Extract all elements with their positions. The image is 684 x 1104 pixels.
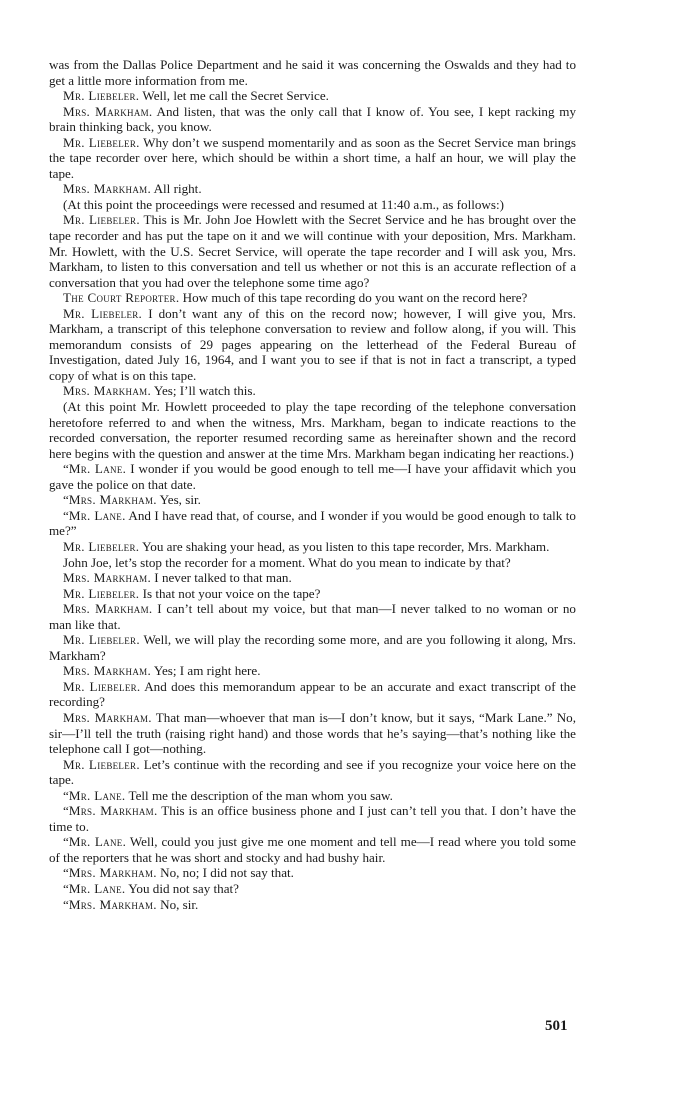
paragraph (49, 757, 576, 788)
open-quote: “ (63, 880, 69, 896)
paragraph-text: was from the Dallas Police Department and he said it was concerning the Oswalds and they had to get a little more information from me. (49, 57, 576, 88)
paragraph-text: Yes; I’ll watch this. (151, 383, 256, 399)
speaker-name: Mrs. Markham. (63, 601, 153, 617)
paragraph-text: Let’s continue with the recording and see if you recognize your voice here on the tape. (49, 756, 576, 788)
speaker-name: Mrs. Markham. (68, 492, 157, 508)
paragraph (49, 539, 576, 555)
speaker-name: Mrs. Markham. (63, 570, 152, 586)
speaker-name: Mr. Lane. (68, 880, 126, 896)
page-number: 501 (545, 1018, 568, 1034)
speaker-name: Mr. Liebeler. (63, 756, 140, 772)
paragraph-text: Tell me the description of the man whom you saw. (125, 787, 393, 803)
paragraph (49, 508, 576, 539)
paragraph (49, 88, 576, 104)
paragraph (49, 897, 576, 913)
paragraph-text: I can’t tell about my voice, but that man—I never talked to no woman or no man like that. (49, 601, 576, 632)
paragraph (49, 461, 576, 492)
paragraph-text: I don’t want any of this on the record now; however, I will give you, Mrs. Markham, a transcript of this telephone conversation to review and follow along, if you will. This memorandum consists of 29 pages appearing on the letterhead of the Federal Bureau of Investigation, dated July 16, 1964, and I want you to see if that is not in fact a transcript, a typed copy of what is on this tape. (49, 305, 576, 383)
speaker-name: Mr. Lane. (68, 834, 127, 850)
speaker-name: Mr. Lane. (68, 787, 126, 803)
speaker-name: Mr. Liebeler. (63, 88, 140, 104)
open-quote: “ (63, 865, 69, 881)
paragraph-text: Yes, sir. (156, 492, 201, 508)
paragraph (49, 803, 576, 834)
document-body (49, 57, 576, 912)
paragraph-text: (At this point Mr. Howlett proceeded to play the tape recording of the telephone conversation heretofore referred to and when the witness, Mrs. Markham, began to indicate reactions to the recorded conversation, the reporter resumed recording same as hereinafter shown and the record here begins with the question and answer at the time Mrs. Markham began indicating her reactions.) (49, 399, 576, 461)
paragraph-text: Why don’t we suspend momentarily and as soon as the Secret Service man brings the tape recorder over here, which should be within a short time, a half an hour, we will play the tape. (49, 134, 576, 181)
open-quote: “ (63, 507, 69, 523)
speaker-name: Mr. Lane. (68, 507, 126, 523)
speaker-name: Mrs. Markham. (68, 865, 157, 881)
paragraph-text: How much of this tape recording do you want on the record here? (179, 290, 528, 306)
paragraph (49, 788, 576, 804)
paragraph (49, 663, 576, 679)
paragraph (49, 383, 576, 399)
paragraph-text: Yes; I am right here. (151, 663, 261, 679)
paragraph-text: John Joe, let’s stop the recorder for a moment. What do you mean to indicate by that? (63, 554, 511, 570)
open-quote: “ (63, 492, 69, 508)
paragraph-text: And listen, that was the only call that I know of. You see, I kept racking my brain thinking back, you know. (49, 103, 576, 135)
paragraph (49, 399, 576, 461)
open-quote: “ (63, 834, 69, 850)
speaker-name: Mr. Liebeler. (63, 212, 140, 228)
paragraph (49, 181, 576, 197)
paragraph-text: Is that not your voice on the tape? (139, 585, 321, 601)
speaker-name: Mrs. Markham. (63, 663, 152, 679)
paragraph-text: I never talked to that man. (151, 570, 292, 586)
paragraph-text: I wonder if you would be good enough to tell me—I have your affidavit which you gave the police on that date. (49, 461, 576, 492)
paragraph-text: Well, we will play the recording some more, and are you following it along, Mrs. Markham? (49, 632, 576, 663)
paragraph-text: You did not say that? (125, 880, 239, 896)
speaker-name: Mrs. Markham. (63, 709, 152, 725)
paragraph-text: No, no; I did not say that. (156, 865, 294, 881)
speaker-name: Mr. Liebeler. (63, 632, 140, 648)
speaker-name: Mrs. Markham. (68, 896, 157, 912)
paragraph (49, 306, 576, 384)
speaker-name: The Court Reporter. (63, 290, 180, 306)
speaker-name: Mr. Liebeler. (63, 134, 140, 150)
paragraph-text: You are shaking your head, as you listen to this tape recorder, Mrs. Markham. (139, 538, 550, 554)
paragraph-text: This is Mr. John Joe Howlett with the Secret Service and he has brought over the tape recorder and has put the tape on it and we will continue with your deposition, Mrs. Markham. Mr. Howlett, with the U.S. Secret Service, will operate the tape recorder and I will ask you, Mrs. Markham, to listen to this conversation and tell us whether or not this is an accurate reflection of a conversation that you had over the telephone some time ago? (49, 212, 576, 290)
paragraph (49, 492, 576, 508)
speaker-name: Mrs. Markham. (63, 181, 152, 197)
open-quote: “ (63, 787, 69, 803)
paragraph-text: Well, let me call the Secret Service. (139, 88, 329, 104)
paragraph (49, 586, 576, 602)
paragraph (49, 57, 576, 88)
speaker-name: Mr. Liebeler. (63, 678, 141, 694)
paragraph-text: That man—whoever that man is—I don’t know, but it says, “Mark Lane.” No, sir—I’ll tell the truth (raising right hand) and those words that he’s saying—that’s nothing like the telephone call I got—nothing. (49, 709, 576, 757)
paragraph-text: (At this point the proceedings were recessed and resumed at 11:40 a.m., as follows:) (63, 196, 504, 212)
paragraph-text: And I have read that, of course, and I wonder if you would be good enough to talk to me?” (49, 507, 576, 539)
paragraph (49, 212, 576, 290)
speaker-name: Mr. Liebeler. (63, 538, 140, 554)
open-quote: “ (63, 461, 69, 477)
speaker-name: Mrs. Markham. (68, 803, 158, 819)
paragraph (49, 710, 576, 757)
speaker-name: Mrs. Markham. (63, 383, 152, 399)
paragraph (49, 570, 576, 586)
paragraph (49, 104, 576, 135)
paragraph (49, 197, 576, 213)
paragraph (49, 865, 576, 881)
paragraph-text: This is an office business phone and I just can’t tell you that. I don’t have the time to. (49, 803, 576, 834)
speaker-name: Mr. Lane. (68, 461, 127, 477)
paragraph (49, 601, 576, 632)
paragraph (49, 135, 576, 182)
paragraph-text: And does this memorandum appear to be an accurate and exact transcript of the recording? (49, 678, 576, 710)
paragraph (49, 834, 576, 865)
paragraph (49, 632, 576, 663)
paragraph-text: No, sir. (156, 896, 199, 912)
paragraph (49, 555, 576, 571)
speaker-name: Mr. Liebeler. (63, 585, 140, 601)
speaker-name: Mrs. Markham. (63, 103, 153, 119)
paragraph (49, 679, 576, 710)
paragraph (49, 290, 576, 306)
paragraph (49, 881, 576, 897)
open-quote: “ (63, 803, 69, 819)
speaker-name: Mr. Liebeler. (63, 305, 143, 321)
paragraph-text: All right. (151, 181, 202, 197)
open-quote: “ (63, 896, 69, 912)
paragraph-text: Well, could you just give me one moment and tell me—I read where you told some of the reporters that he was short and stocky and had bushy hair. (49, 834, 576, 865)
